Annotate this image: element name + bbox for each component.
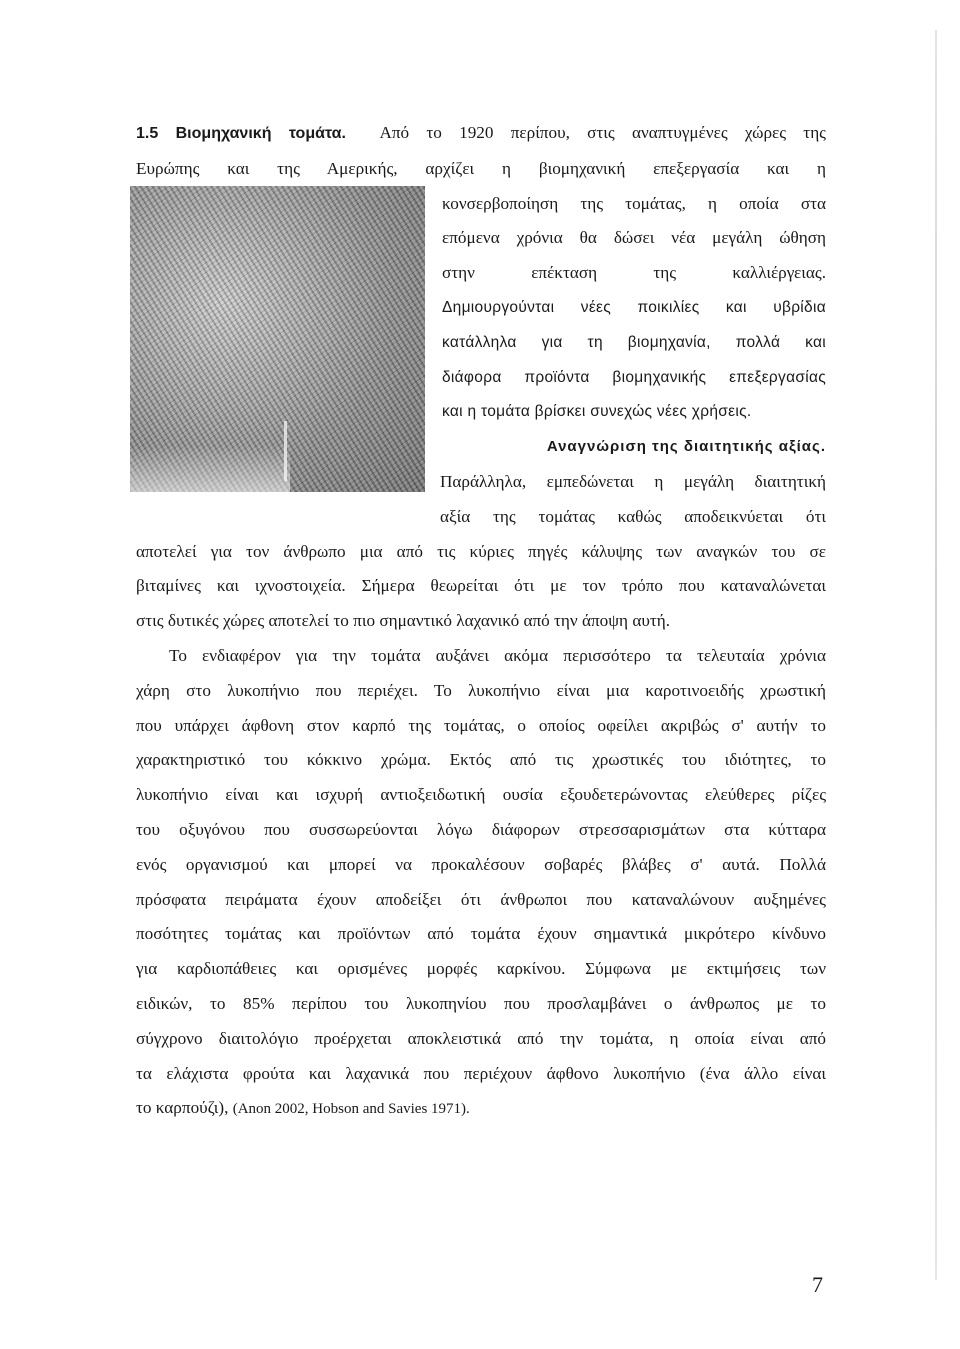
text-line: ειδικών, το 85% περίπου του λυκοπηνίου που προσλαμβάνει ο άνθρωπος με το <box>136 993 826 1013</box>
text-line: λυκοπήνιο είναι και ισχυρή αντιοξειδωτική ουσία εξουδετερώνοντας ελεύθερες ρίζες <box>136 785 826 805</box>
text-line: επόμενα χρόνια θα δώσει νέα μεγάλη ώθηση <box>442 228 826 248</box>
body-text <box>136 116 826 1127</box>
text-line: διάφορα προϊόντα βιομηχανικής επεξεργασίας <box>442 368 826 386</box>
text-line: ενός οργανισμού και μπορεί να προκαλέσουν σοβαρές βλάβες σ' αυτά. Πολλά <box>136 854 826 874</box>
section-heading: 1.5 Βιομηχανική τομάτα. <box>136 125 346 142</box>
text-line: για καρδιοπάθειες και ορισμένες μορφές καρκίνου. Σύμφωνα με εκτιμήσεις των <box>136 959 826 979</box>
text-line: σύγχρονο διαιτολόγιο προέρχεται αποκλειστικά από την τομάτα, η οποία είναι από <box>136 1028 826 1048</box>
citation: (Anon 2002, Hobson and Savies 1971). <box>232 1101 470 1118</box>
text-line: στην επέκταση της καλλιέργειας. <box>442 263 826 283</box>
scan-edge-line <box>935 30 937 1280</box>
last-line: το καρπούζι), (Anon 2002, Hobson and Savies 1971). <box>136 1098 470 1118</box>
heading-line: 1.5 Βιομηχανική τομάτα. Από το 1920 περίπου, στις αναπτυγμένες χώρες της <box>136 123 826 142</box>
text-line: πρόσφατα πειράματα έχουν αποδείξει ότι άνθρωποι που καταναλώνουν αυξημένες <box>136 889 826 909</box>
text-line: χαρακτηριστικό του κόκκινο χρώμα. Εκτός από τις χρωστικές του ιδιότητες, το <box>136 750 826 770</box>
text-line: που υπάρχει άφθονη στον καρπό της τομάτας, ο οποίος οφείλει ακριβώς σ' αυτήν το <box>136 715 826 735</box>
text-line: αξία της τομάτας καθώς αποδεικνύεται ότι <box>440 506 826 526</box>
text-line: κονσερβοποίηση της τομάτας, η οποία στα <box>442 193 826 213</box>
text-line: χάρη στο λυκοπήνιο που περιέχει. Το λυκοπήνιο είναι μια καροτινοειδής χρωστική <box>136 680 826 700</box>
text-line: ποσότητες τομάτας και προϊόντων από τομάτα έχουν σημαντικά μικρότερο κίνδυνο <box>136 924 826 944</box>
text-line: Το ενδιαφέρον για την τομάτα αυξάνει ακόμα περισσότερο τα τελευταία χρόνια <box>169 645 826 665</box>
text-line: του οξυγόνου που συσσωρεύονται λόγω διάφορων στρεσσαρισμάτων στα κύτταρα <box>136 819 826 839</box>
subheading: Αναγνώριση της διαιτητικής αξίας. <box>546 438 826 456</box>
text-line: Παράλληλα, εμπεδώνεται η μεγάλη διαιτητική <box>440 471 826 491</box>
page-number: 7 <box>812 1272 823 1297</box>
text-line: κατάλληλα για τη βιομηχανία, πολλά και <box>442 333 826 351</box>
text-line: στις δυτικές χώρες αποτελεί το πιο σημαντικό λαχανικό από την άποψη αυτή. <box>136 611 671 631</box>
text-line: τα ελάχιστα φρούτα και λαχανικά που περιέχουν άφθονο λυκοπήνιο (ένα άλλο είναι <box>136 1063 826 1083</box>
text-line: βιταμίνες και ιχνοστοιχεία. Σήμερα θεωρείται ότι με τον τρόπο που καταναλώνεται <box>136 576 826 596</box>
text-line: Ευρώπης και της Αμερικής, αρχίζει η βιομηχανική επεξεργασία και η <box>136 158 826 178</box>
text-line: αποτελεί για τον άνθρωπο μια από τις κύριες πηγές κάλυψης των αναγκών του σε <box>136 541 826 561</box>
text-line: και η τομάτα βρίσκει συνεχώς νέες χρήσεις. <box>442 403 752 421</box>
text-line: Δημιουργούνται νέες ποικιλίες και υβρίδια <box>442 298 826 316</box>
